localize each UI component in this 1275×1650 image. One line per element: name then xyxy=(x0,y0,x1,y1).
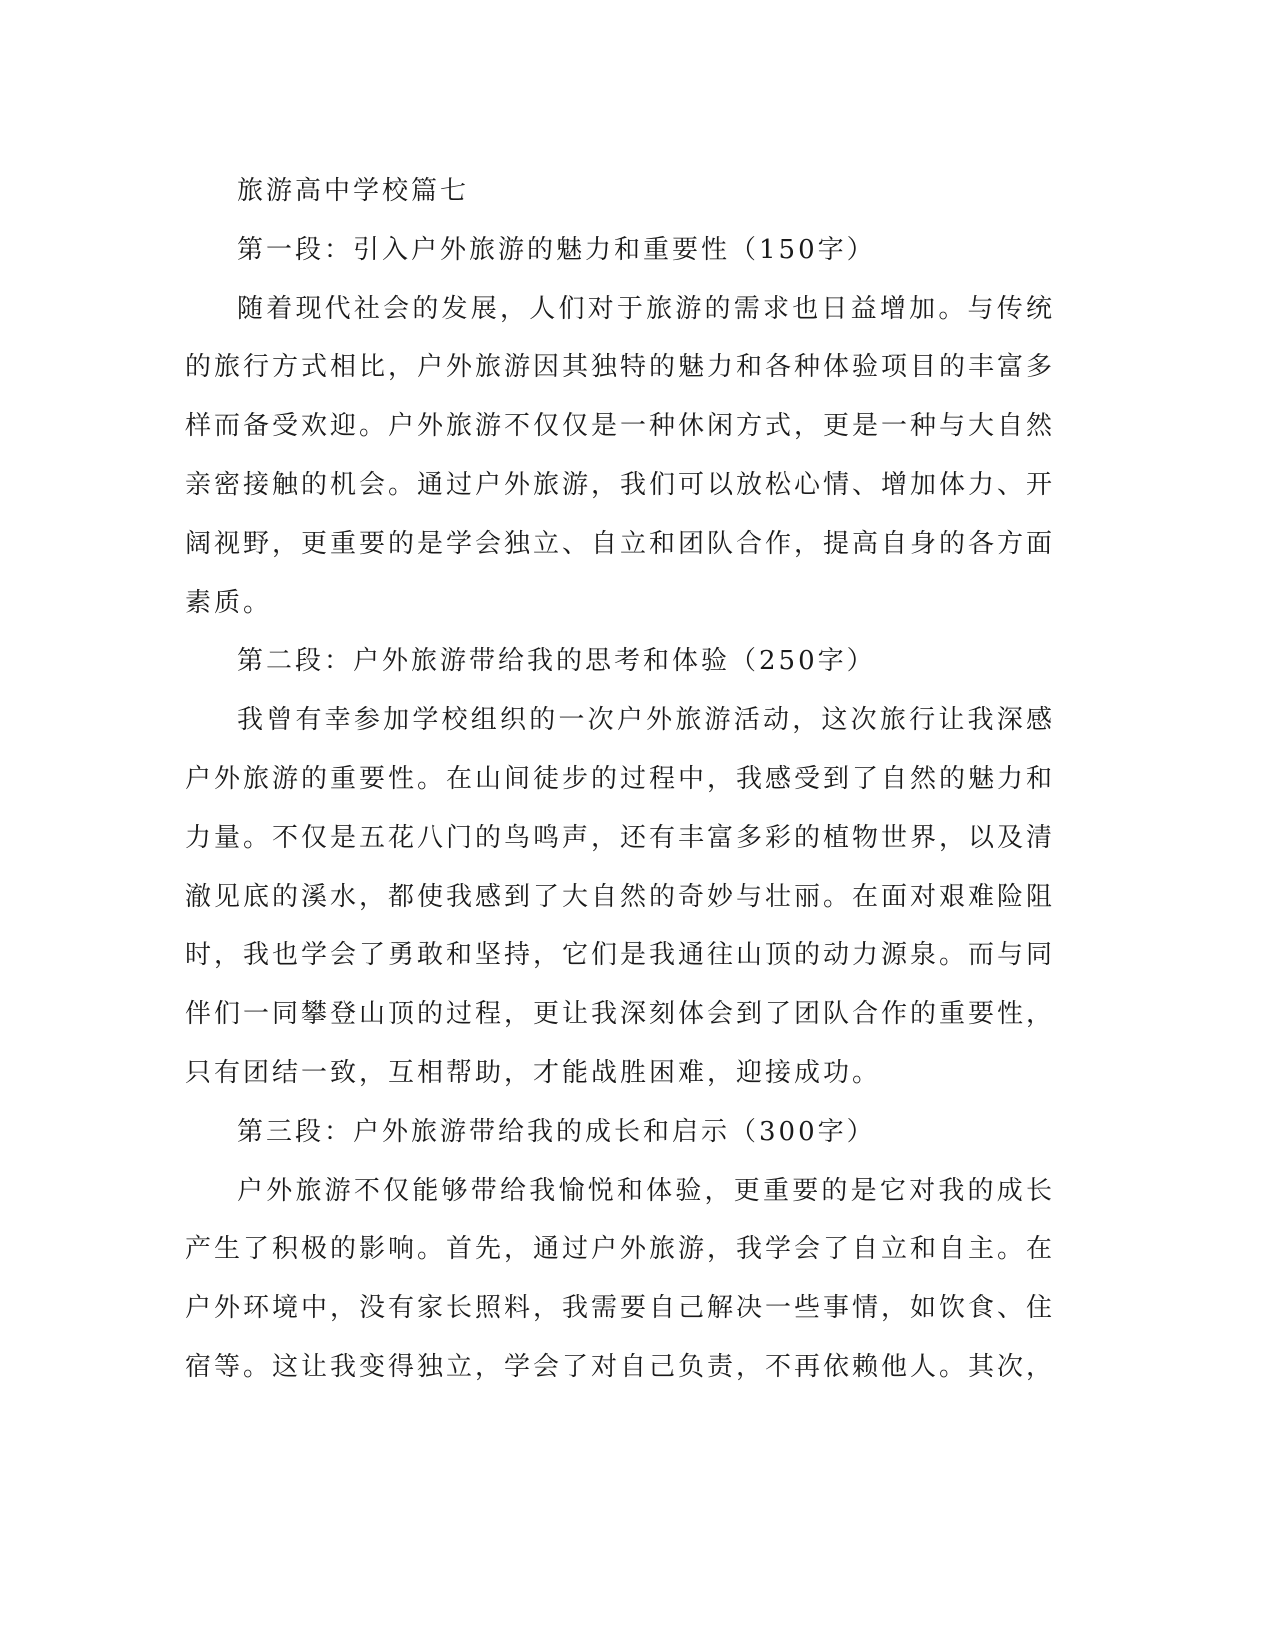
body-paragraph-1: 随着现代社会的发展，人们对于旅游的需求也日益增加。与传统的旅行方式相比，户外旅游因其独特的魅力和各种体验项目的丰富多样而备受欢迎。户外旅游不仅仅是一种休闲方式，更是一种与大自然亲密接触的机会。通过户外旅游，我们可以放松心情、增加体力、开阔视野，更重要的是学会独立、自立和团队合作，提高自身的各方面素质。 xyxy=(185,293,1056,618)
document-body xyxy=(185,162,1055,1397)
body-paragraph-3: 户外旅游不仅能够带给我愉悦和体验，更重要的是它对我的成长产生了积极的影响。首先，通过户外旅游，我学会了自立和自主。在户外环境中，没有家长照料，我需要自己解决一些事情，如饮食、住宿等。这让我变得独立，学会了对自己负责，不再依赖他人。其次， xyxy=(185,1175,1056,1382)
body-paragraph-2: 我曾有幸参加学校组织的一次户外旅游活动，这次旅行让我深感户外旅游的重要性。在山间徒步的过程中，我感受到了自然的魅力和力量。不仅是五花八门的鸟鸣声，还有丰富多彩的植物世界，以及清澈见底的溪水，都使我感到了大自然的奇妙与壮丽。在面对艰难险阻时，我也学会了勇敢和坚持，它们是我通往山顶的动力源泉。而与同伴们一同攀登山顶的过程，更让我深刻体会到了团队合作的重要性，只有团结一致，互相帮助，才能战胜困难，迎接成功。 xyxy=(185,705,1056,1088)
section-heading-3: 第三段：户外旅游带给我的成长和启示（300字） xyxy=(237,1116,876,1147)
section-heading-2: 第二段：户外旅游带给我的思考和体验（250字） xyxy=(237,646,876,677)
document-title: 旅游高中学校篇七 xyxy=(237,176,470,206)
section-heading-1: 第一段：引入户外旅游的魅力和重要性（150字） xyxy=(237,234,876,265)
